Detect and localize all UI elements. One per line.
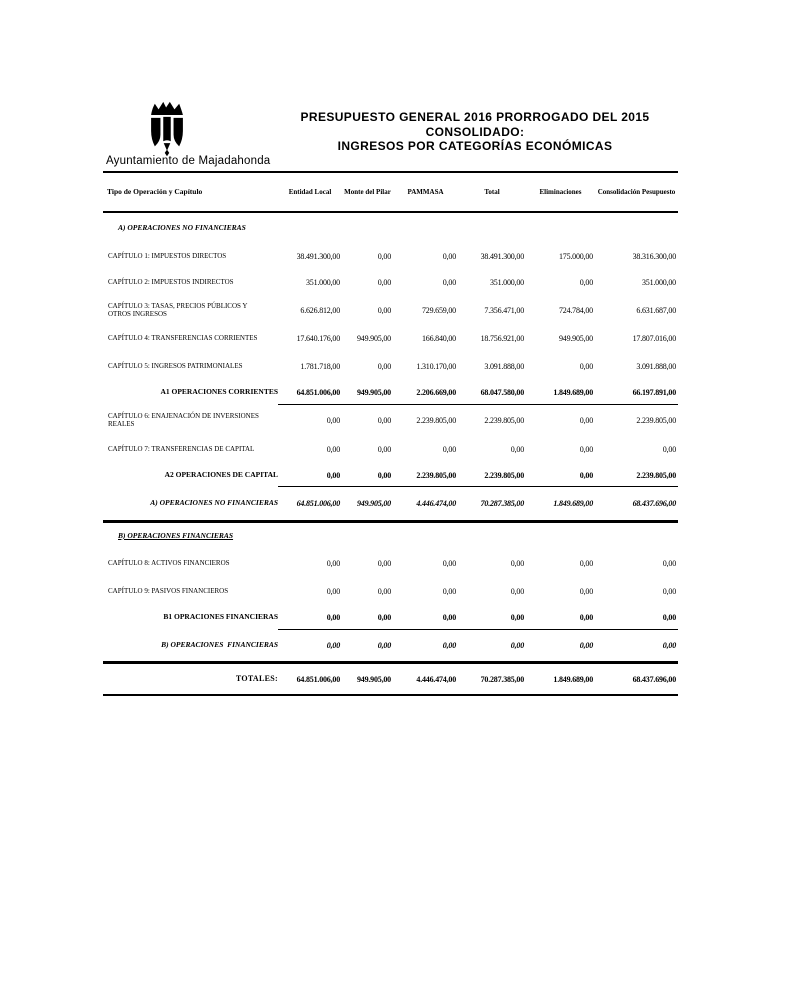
table-row	[103, 435, 678, 463]
cell-value: 1.849.689,00	[553, 499, 593, 508]
cell-value: 949.905,00	[356, 499, 391, 508]
cell-value: 18.756.921,00	[480, 333, 524, 343]
cell-value: 1.310.170,00	[416, 361, 456, 371]
cell-value: 64.851.006,00	[296, 388, 340, 397]
cell-value: 0,00	[510, 613, 524, 622]
cell-value: 0,00	[579, 278, 593, 287]
row-label: A) OPERACIONES NO FINANCIERAS	[150, 498, 278, 508]
column-header-total: Total	[484, 187, 500, 196]
cell-value: 0,00	[326, 415, 340, 425]
table-row	[103, 523, 678, 549]
row-label: CAPÍTULO 2: IMPUESTOS INDIRECTOS	[108, 278, 234, 287]
row-label: CAPÍTULO 8: ACTIVOS FINANCIEROS	[108, 558, 230, 567]
majadahonda-coat-of-arms-icon	[138, 101, 196, 159]
cell-value: 0,00	[377, 444, 391, 454]
cell-value: 0,00	[377, 305, 391, 315]
cell-value: 6.626.812,00	[300, 305, 340, 315]
table-row	[103, 605, 678, 630]
cell-value: 3.091.888,00	[636, 361, 676, 371]
cell-value: 0,00	[326, 470, 340, 480]
row-label: CAPÍTULO 1: IMPUESTOS DIRECTOS	[108, 251, 227, 260]
column-header-consolidacion: Consolidación Pesupuesto	[597, 187, 676, 196]
cell-value: 17.807.016,00	[632, 333, 676, 343]
cell-value: 0,00	[442, 444, 456, 454]
column-header-entidad-local: Entidad Local	[288, 187, 332, 196]
cell-value: 724.784,00	[558, 305, 593, 315]
cell-value: 0,00	[326, 558, 340, 568]
row-label: B1 OPRACIONES FINANCIERAS	[163, 612, 278, 622]
table-row	[103, 405, 678, 435]
cell-value: 2.239.805,00	[484, 470, 524, 480]
row-label: CAPÍTULO 4: TRANSFERENCIAS CORRIENTES	[108, 333, 258, 342]
cell-value: 0,00	[579, 586, 593, 596]
cell-value: 1.781.718,00	[300, 361, 340, 371]
row-label: A1 OPERACIONES CORRIENTES	[160, 387, 278, 397]
cell-value: 175.000,00	[558, 251, 593, 261]
cell-value: 0,00	[579, 558, 593, 568]
column-header-tipo: Tipo de Operación y Capítulo	[107, 186, 203, 196]
cell-value: 2.239.805,00	[636, 470, 676, 480]
table-row	[103, 324, 678, 352]
cell-value: 0,00	[442, 641, 456, 650]
cell-value: 3.091.888,00	[484, 361, 524, 371]
cell-value: 0,00	[377, 415, 391, 425]
cell-value: 38.491.300,00	[480, 251, 524, 261]
cell-value: 0,00	[377, 586, 391, 596]
table-row	[103, 296, 678, 324]
cell-value: 0,00	[377, 278, 391, 287]
cell-value: 0,00	[662, 586, 676, 596]
cell-value: 64.851.006,00	[296, 674, 340, 684]
cell-value: 6.631.687,00	[636, 305, 676, 315]
cell-value: 0,00	[442, 586, 456, 596]
cell-value: 0,00	[579, 613, 593, 622]
cell-value: 7.356.471,00	[484, 305, 524, 315]
cell-value: 0,00	[662, 613, 676, 622]
cell-value: 0,00	[510, 641, 524, 650]
cell-value: 949.905,00	[356, 674, 391, 684]
row-label: A) OPERACIONES NO FINANCIERAS	[118, 222, 246, 232]
cell-value: 4.446.474,00	[416, 499, 456, 508]
org-name: Ayuntamiento de Majadahonda	[106, 155, 271, 167]
cell-value: 66.197.891,00	[632, 388, 676, 397]
cell-value: 2.239.805,00	[416, 415, 456, 425]
cell-value: 0,00	[377, 251, 391, 261]
cell-value: 351.000,00	[641, 278, 676, 287]
table-header-row	[103, 173, 678, 213]
cell-value: 0,00	[579, 361, 593, 371]
budget-table	[103, 171, 678, 696]
cell-value: 68.437.696,00	[632, 674, 676, 684]
cell-value: 68.047.580,00	[480, 388, 524, 397]
cell-value: 0,00	[510, 586, 524, 596]
cell-value: 0,00	[442, 558, 456, 568]
cell-value: 0,00	[377, 361, 391, 371]
cell-value: 729.659,00	[421, 305, 456, 315]
cell-value: 0,00	[377, 613, 391, 622]
title-line-3: INGRESOS POR CATEGORÍAS ECONÓMICAS	[337, 139, 613, 153]
cell-value: 1.849.689,00	[553, 388, 593, 397]
cell-value: 0,00	[510, 558, 524, 568]
cell-value: 2.239.805,00	[636, 415, 676, 425]
table-row	[103, 549, 678, 577]
row-label: CAPÍTULO 3: TASAS, PRECIOS PÚBLICOS Y OTROS INGRESOS	[108, 301, 248, 318]
cell-value: 0,00	[579, 470, 593, 480]
cell-value: 0,00	[326, 613, 340, 622]
cell-value: 0,00	[442, 251, 456, 261]
table-row	[103, 269, 678, 296]
table-row	[103, 463, 678, 487]
cell-value: 0,00	[662, 558, 676, 568]
cell-value: 1.849.689,00	[553, 674, 593, 684]
table-row	[103, 487, 678, 523]
cell-value: 949.905,00	[356, 388, 391, 397]
row-label: TOTALES:	[235, 673, 278, 683]
cell-value: 166.840,00	[421, 333, 456, 343]
cell-value: 0,00	[579, 444, 593, 454]
table-row	[103, 664, 678, 696]
cell-value: 949.905,00	[558, 333, 593, 343]
cell-value: 949.905,00	[356, 333, 391, 343]
cell-value: 0,00	[662, 444, 676, 454]
cell-value: 351.000,00	[305, 278, 340, 287]
cell-value: 0,00	[510, 444, 524, 454]
cell-value: 0,00	[326, 586, 340, 596]
title-line-2: CONSOLIDADO:	[425, 124, 525, 139]
cell-value: 0,00	[377, 470, 391, 480]
cell-value: 38.316.300,00	[632, 251, 676, 261]
cell-value: 0,00	[579, 415, 593, 425]
cell-value: 0,00	[326, 641, 340, 650]
row-label: CAPÍTULO 5: INGRESOS PATRIMONIALES	[108, 361, 243, 370]
cell-value: 38.491.300,00	[296, 251, 340, 261]
cell-value: 64.851.006,00	[296, 499, 340, 508]
row-label: A2 OPERACIONES DE CAPITAL	[164, 469, 278, 479]
cell-value: 2.239.805,00	[416, 470, 456, 480]
column-header-monte-del-pilar: Monte del Pilar	[344, 187, 391, 196]
table-row	[103, 577, 678, 605]
row-label: B) OPERACIONES FINANCIERAS	[118, 530, 234, 540]
row-label: CAPÍTULO 7: TRANSFERENCIAS DE CAPITAL	[108, 444, 255, 453]
cell-value: 4.446.474,00	[416, 674, 456, 684]
cell-value: 0,00	[662, 641, 676, 650]
cell-value: 2.206.669,00	[416, 388, 456, 397]
cell-value: 68.437.696,00	[632, 499, 676, 508]
table-row	[103, 243, 678, 269]
cell-value: 17.640.176,00	[296, 333, 340, 343]
cell-value: 70.287.385,00	[480, 674, 524, 684]
cell-value: 0,00	[442, 278, 456, 287]
row-label: CAPÍTULO 6: ENAJENACIÓN DE INVERSIONES REALES	[108, 411, 259, 428]
cell-value: 0,00	[326, 444, 340, 454]
document-title	[240, 110, 710, 154]
cell-value: 0,00	[579, 641, 593, 650]
column-header-pammasa: PAMMASA	[407, 187, 444, 196]
cell-value: 351.000,00	[489, 278, 524, 287]
table-row	[103, 352, 678, 380]
cell-value: 0,00	[377, 641, 391, 650]
column-header-eliminaciones: Eliminaciones	[539, 187, 582, 196]
table-rows	[103, 213, 678, 696]
cell-value: 0,00	[377, 558, 391, 568]
cell-value: 70.287.385,00	[480, 499, 524, 508]
table-row	[103, 213, 678, 243]
cell-value: 2.239.805,00	[484, 415, 524, 425]
title-line-1: PRESUPUESTO GENERAL 2016 PRORROGADO DEL 2015	[300, 110, 650, 124]
row-label: CAPÍTULO 9: PASIVOS FINANCIEROS	[108, 586, 229, 595]
table-row	[103, 380, 678, 405]
row-label: B) OPERACIONES FINANCIERAS	[161, 640, 278, 650]
table-row	[103, 630, 678, 664]
cell-value: 0,00	[442, 613, 456, 622]
